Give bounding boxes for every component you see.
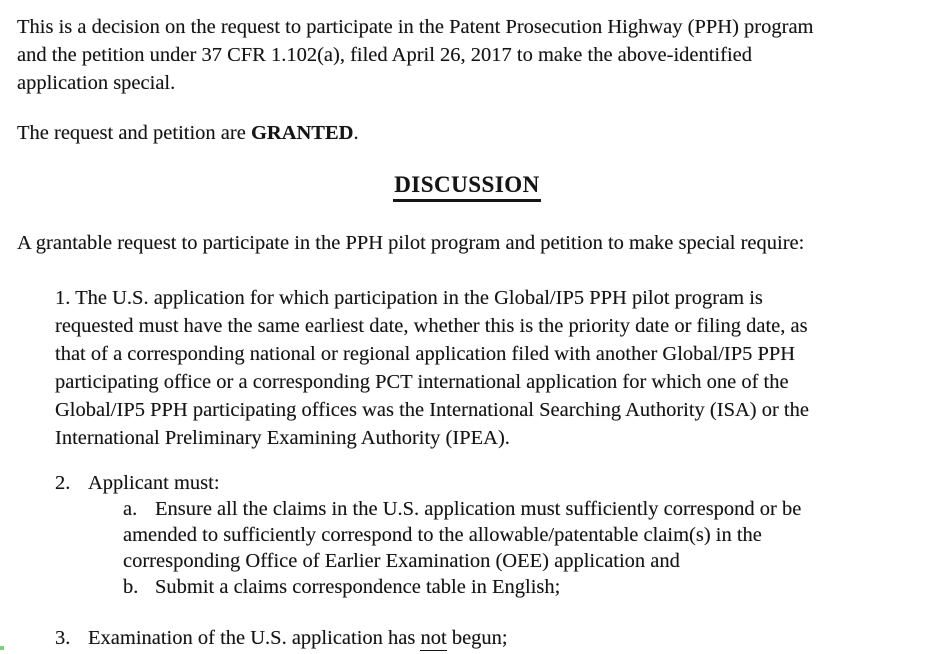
item2a-line: amended to sufficiently correspond to the allowable/patentable claim(s) in the <box>123 524 762 546</box>
paragraph-line: This is a decision on the request to participate in the Patent Prosecution Highway (PPH) program <box>17 16 814 38</box>
item2-label-line <box>55 470 917 496</box>
item1-line: 1. The U.S. application for which participation in the Global/IP5 PPH pilot program is <box>55 287 763 309</box>
granted-suffix: . <box>353 122 359 144</box>
item3-prefix: Examination of the U.S. application has <box>88 627 421 649</box>
item2a-line: corresponding Office of Earlier Examination (OEE) application and <box>123 550 680 572</box>
item2-number: 2. <box>55 472 71 494</box>
requirement-item-1 <box>55 284 917 452</box>
item1-line: Global/IP5 PPH participating offices was the International Searching Authority (ISA) or the <box>55 399 809 421</box>
discussion-heading-row <box>17 171 917 202</box>
scan-artifact-dot <box>0 646 4 650</box>
discussion-heading: DISCUSSION <box>393 171 541 202</box>
item2b-text: Submit a claims correspondence table in English; <box>155 576 561 598</box>
granted-prefix: The request and petition are <box>17 122 251 144</box>
document-page <box>17 0 917 652</box>
item2-label: Applicant must: <box>88 472 220 494</box>
item1-line: International Preliminary Examining Authority (IPEA). <box>55 427 510 449</box>
item2a-letter: a. <box>123 498 138 520</box>
item2a-text: Ensure all the claims in the U.S. application must sufficiently correspond or be <box>155 498 802 520</box>
item3-number: 3. <box>55 627 71 649</box>
paragraph-line: application special. <box>17 72 176 94</box>
item3-underlined-word: not <box>420 627 447 649</box>
item1-line: requested must have the same earliest date, whether this is the priority date or filing date, as <box>55 315 808 337</box>
decision-paragraph <box>17 13 917 97</box>
paragraph-line: and the petition under 37 CFR 1.102(a), filed April 26, 2017 to make the above-identified <box>17 44 752 66</box>
item1-line: that of a corresponding national or regional application filed with another Global/IP5 PPH <box>55 343 796 365</box>
intro-sentence: A grantable request to participate in the PPH pilot program and petition to make special require: <box>17 232 805 254</box>
item1-line: participating office or a corresponding PCT international application for which one of the <box>55 371 789 393</box>
requirement-item-3 <box>55 624 917 652</box>
item2b-letter: b. <box>123 576 139 598</box>
requirement-item-2b <box>123 574 917 600</box>
requirement-item-2 <box>55 470 917 600</box>
granted-sentence <box>17 119 917 147</box>
item2a-line <box>123 496 917 522</box>
item3-suffix: begun; <box>446 627 508 649</box>
requirement-item-2a <box>123 496 917 600</box>
granted-emphasis: GRANTED <box>250 122 354 144</box>
